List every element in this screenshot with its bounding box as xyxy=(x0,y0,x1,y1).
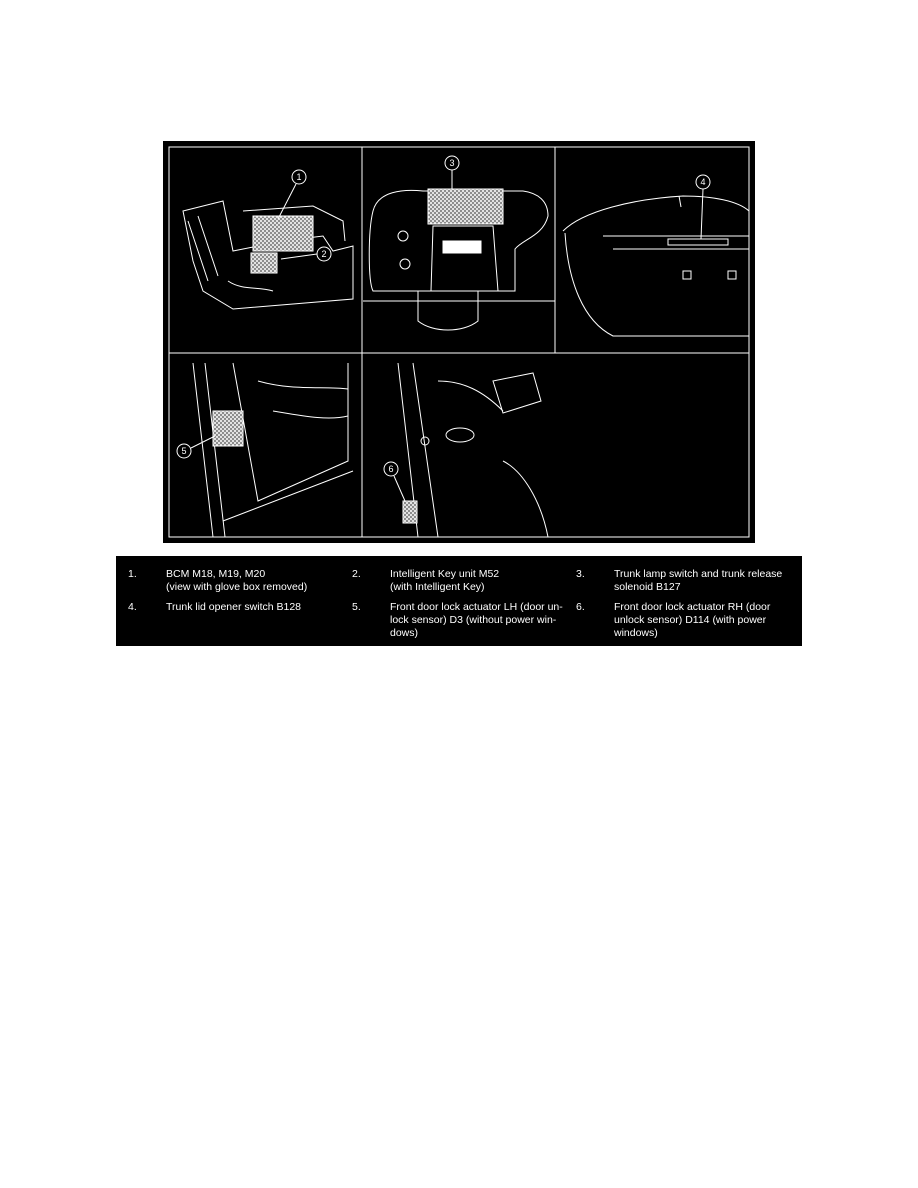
panel-left-door xyxy=(193,363,353,537)
legend-item-text: Front door lock actuator RH (door unlock sensor) D114 (with power windows) xyxy=(614,601,771,639)
callout-1: 1 xyxy=(296,172,302,182)
callout-2: 2 xyxy=(321,249,327,259)
legend-item-number: 5. xyxy=(352,601,361,613)
legend-item-text: Front door lock actuator LH (door un- lock sensor) D3 (without power win- dows) xyxy=(390,601,563,639)
callout-5: 5 xyxy=(181,446,187,456)
callout-6: 6 xyxy=(388,464,394,474)
legend-item-text: BCM M18, M19, M20 (view with glove box removed) xyxy=(166,568,308,593)
legend-item-number: 4. xyxy=(128,601,137,613)
legend-item-text: Trunk lamp switch and trunk release solenoid B127 xyxy=(614,568,783,593)
panel-trunk-latch xyxy=(363,189,555,330)
panel-trunk-lid xyxy=(563,196,749,336)
component-legend xyxy=(116,556,802,646)
legend-item-text: Intelligent Key unit M52 (with Intelligent Key) xyxy=(390,568,500,593)
legend-item-number: 1. xyxy=(128,568,137,580)
callout-3: 3 xyxy=(449,158,455,168)
component-illustration xyxy=(163,141,755,543)
legend-item-number: 2. xyxy=(352,568,361,580)
legend-item-number: 3. xyxy=(576,568,585,580)
callout-4: 4 xyxy=(700,177,706,187)
legend-item-number: 6. xyxy=(576,601,585,613)
legend-item-text: Trunk lid opener switch B128 xyxy=(166,601,302,613)
panel-right-door xyxy=(398,363,548,537)
component-location-figure xyxy=(163,141,755,543)
